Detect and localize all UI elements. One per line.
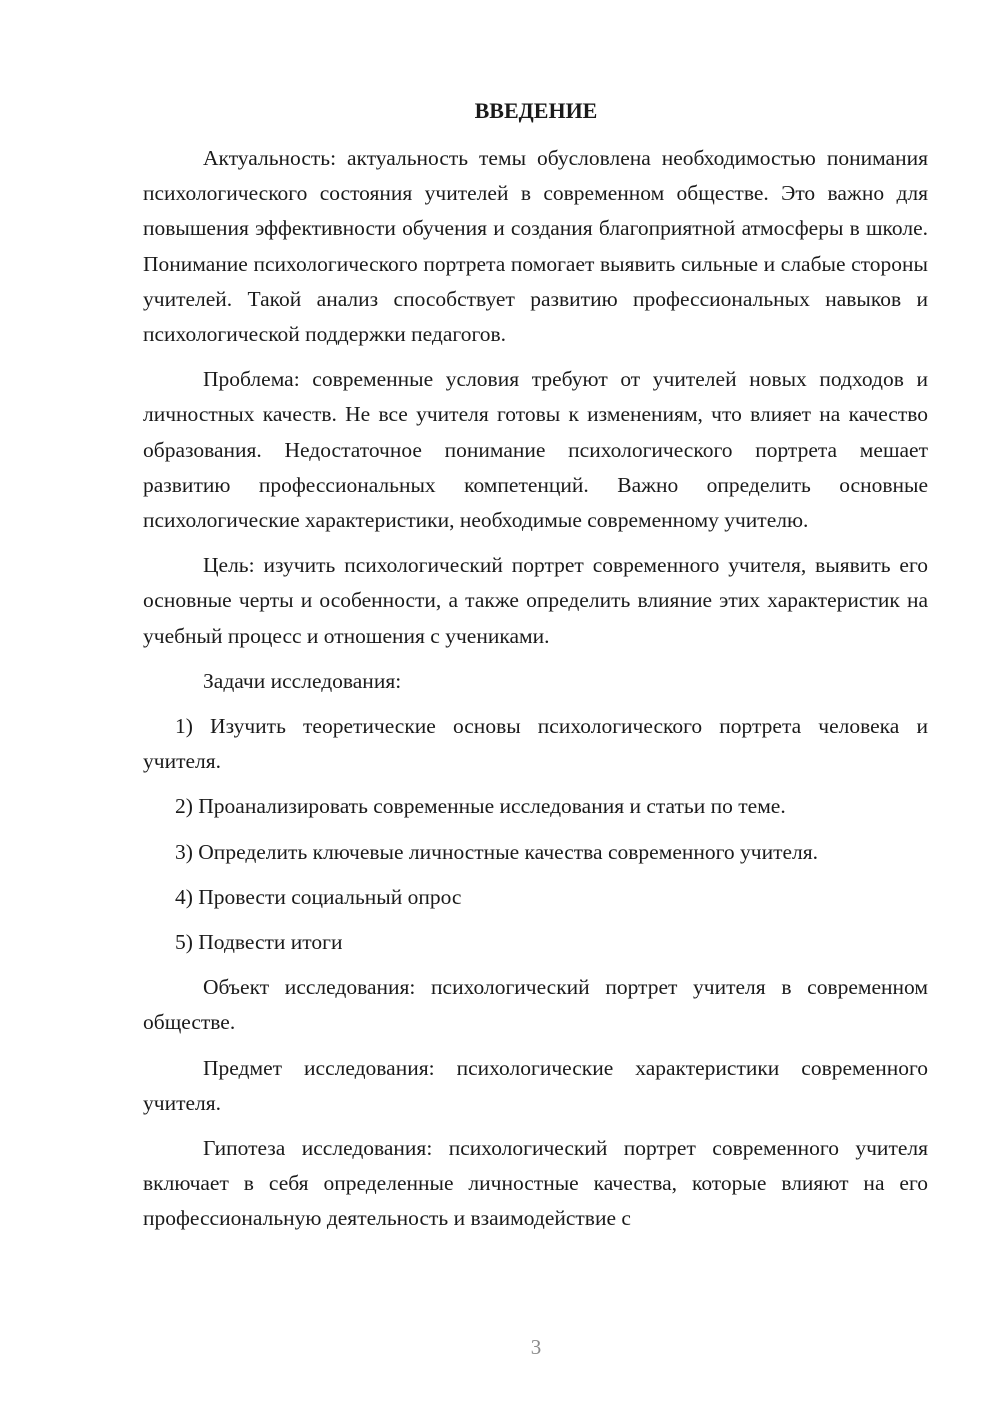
paragraph-hypothesis: Гипотеза исследования: психологический портрет современного учителя включает в себя определенные личностные качества, которые влияют на его профессиональную деятельность и взаимодействие с xyxy=(143,1136,928,1231)
paragraph-subject: Предмет исследования: психологические характеристики современного учителя. xyxy=(143,1055,928,1115)
list-item-task-5: 5) Подвести итоги xyxy=(175,930,343,955)
paragraph-relevance: Актуальность: актуальность темы обусловлена необходимостью понимания психологического состояния учителей в современном обществе. Это важно для повышения эффективности обучения и создания благоприятной атмосферы в школе. Понимание психологического портрета помогает выявить сильные и слабые стороны учителей. Такой анализ способствует развитию профессиональных навыков и психологической поддержки педагогов. xyxy=(143,146,928,347)
paragraph-goal: Цель: изучить психологический портрет современного учителя, выявить его основные черты и особенности, а также определить влияние этих характеристик на учебный процесс и отношения с учениками. xyxy=(143,553,928,648)
paragraph-object: Объект исследования: психологический портрет учителя в современном обществе. xyxy=(143,975,928,1035)
tasks-heading: Задачи исследования: xyxy=(203,668,402,693)
list-item-task-3: 3) Определить ключевые личностные качества современного учителя. xyxy=(175,839,819,864)
page-body xyxy=(143,93,928,1247)
list-item-task-2: 2) Проанализировать современные исследования и статьи по теме. xyxy=(175,794,786,819)
list-item-task-1: 1) Изучить теоретические основы психологического портрета человека и учителя. xyxy=(143,714,928,774)
paragraph-problem: Проблема: современные условия требуют от учителей новых подходов и личностных качеств. Не все учителя готовы к изменениям, что влияет на качество образования. Недостаточное понимание психологического портрета мешает развитию профессиональных компетенций. Важно определить основные психологические характеристики, необходимые современному учителю. xyxy=(143,367,928,533)
page-number: 3 xyxy=(530,1335,542,1359)
list-item-task-4: 4) Провести социальный опрос xyxy=(175,884,462,909)
page-title: ВВЕДЕНИЕ xyxy=(474,98,598,123)
